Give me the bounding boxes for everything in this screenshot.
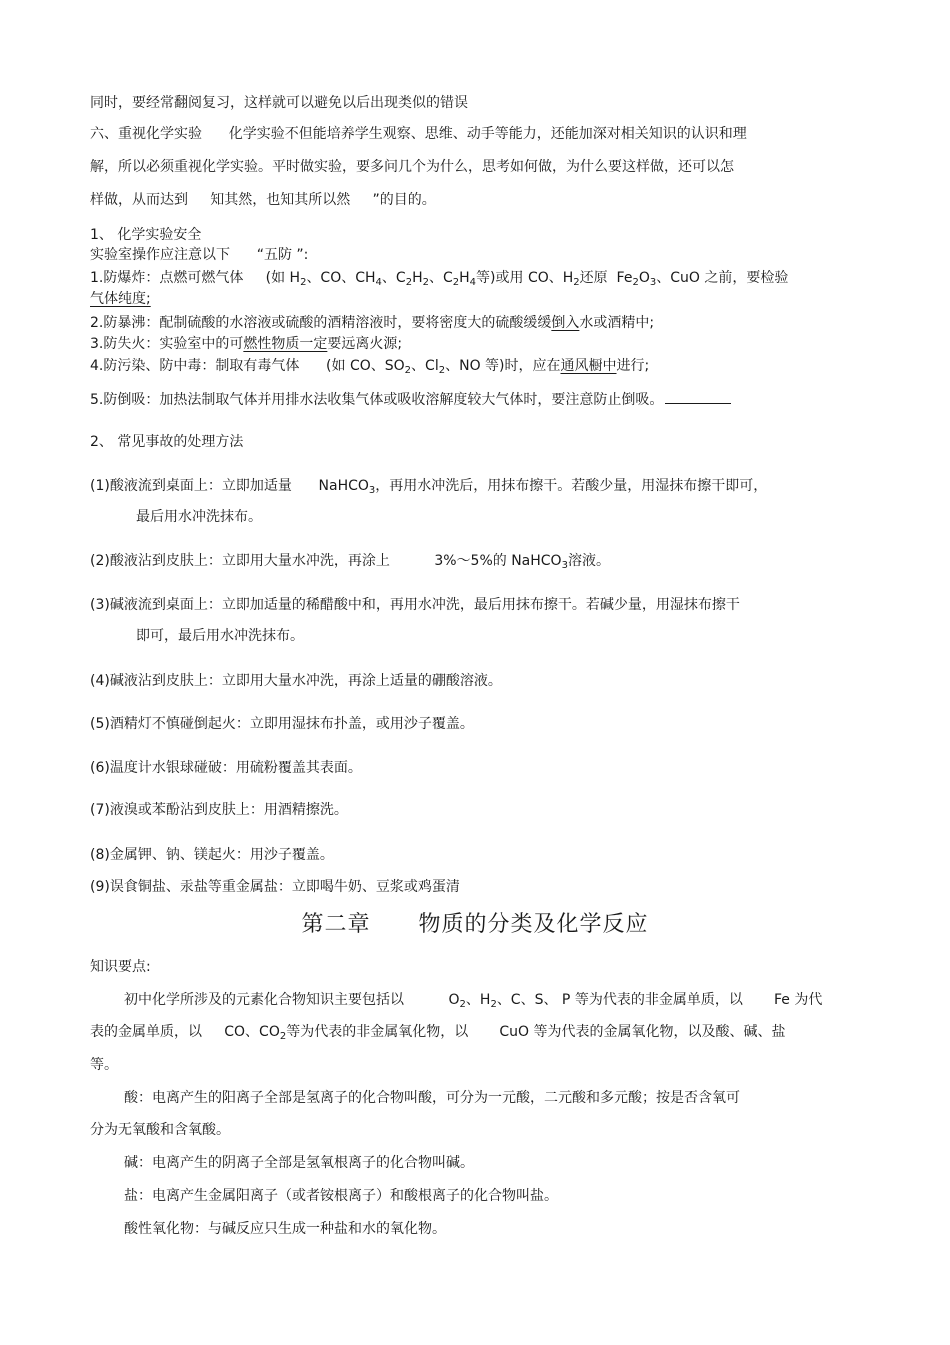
base-definition: 碱：电离产生的阴离子全部是氢氧根离子的化合物叫碱。 bbox=[124, 1155, 474, 1171]
rule-item-2: 2.防暴沸：配制硫酸的水溶液或硫酸的酒精溶液时，要将密度大的硫酸缓缓倒入水或酒精中; bbox=[90, 315, 655, 331]
chapter-title: 第二章 物质的分类及化学反应 bbox=[301, 912, 649, 937]
knowledge-points-label: 知识要点: bbox=[90, 959, 151, 975]
intro-line-4: 样做，从而达到 知其然，也知其所以然 ”的目的。 bbox=[90, 192, 436, 208]
rule-item-1-continued: 气体纯度; bbox=[90, 291, 151, 307]
section2-heading: 2、 常见事故的处理方法 bbox=[90, 434, 244, 450]
accident-item-1: (1)酸液流到桌面上：立即加适量 NaHCO$_3$，再用水冲洗后，用抹布擦干。若酸少量，用湿抹布擦干即可， bbox=[90, 478, 768, 496]
intro-line-3: 解，所以必须重视化学实验。平时做实验，要多问几个为什么，思考如何做，为什么要这样做，还可以怎 bbox=[90, 159, 734, 175]
intro-line-1: 同时，要经常翻阅复习，这样就可以避免以后出现类似的错误 bbox=[90, 95, 468, 111]
accident-item-6: (6)温度计水银球碰破：用硫粉覆盖其表面。 bbox=[90, 760, 362, 776]
accident-item-4: (4)碱液沾到皮肤上：立即用大量水冲洗，再涂上适量的硼酸溶液。 bbox=[90, 673, 502, 689]
rule-item-1: 1.防爆炸：点燃可燃气体 (如 $H_2$、CO、$CH_4$、$C_2H_2$、$C_2H_4$等)或用 CO、$H_2$还原 $Fe_2O_3$、CuO 之前，要检验 bbox=[90, 270, 789, 288]
salt-definition: 盐：电离产生金属阳离子（或者铵根离子）和酸根离子的化合物叫盐。 bbox=[124, 1188, 558, 1204]
accident-item-3: (3)碱液流到桌面上：立即加适量的稀醋酸中和，再用水冲洗，最后用抹布擦干。若碱少量，用湿抹布擦干 bbox=[90, 597, 740, 613]
accident-item-8: (8)金属钾、钠、镁起火：用沙子覆盖。 bbox=[90, 847, 334, 863]
intro-line-2: 六、重视化学实验 化学实验不但能培养学生观察、思维、动手等能力，还能加深对相关知识的认识和理 bbox=[90, 126, 747, 142]
accident-item-3-continued: 即可，最后用水冲洗抹布。 bbox=[136, 628, 304, 644]
rule-item-5: 5.防倒吸：加热法制取气体并用排水法收集气体或吸收溶解度较大气体时，要注意防止倒吸。 bbox=[90, 389, 731, 410]
accident-item-5: (5)酒精灯不慎碰倒起火：立即用湿抹布扑盖，或用沙子覆盖。 bbox=[90, 716, 474, 732]
rule-item-3: 3.防失火：实验室中的可燃性物质一定要远离火源; bbox=[90, 336, 403, 352]
chapter-para-1-line-3: 等。 bbox=[90, 1057, 118, 1073]
accident-item-9: (9)误食铜盐、汞盐等重金属盐：立即喝牛奶、豆浆或鸡蛋清 bbox=[90, 879, 460, 895]
rule-item-4: 4.防污染、防中毒：制取有毒气体 (如 CO、$SO_2$、$Cl_2$、NO 等)时，应在通风橱中进行; bbox=[90, 358, 650, 376]
chapter-para-1: 初中化学所涉及的元素化合物知识主要包括以 $O_2$、$H_2$、C、S、 P 等为代表的非金属单质，以 Fe 为代 bbox=[124, 992, 823, 1010]
fill-blank bbox=[665, 389, 731, 404]
accident-item-7: (7)液溴或苯酚沾到皮肤上：用酒精擦洗。 bbox=[90, 802, 348, 818]
accident-item-1-continued: 最后用水冲洗抹布。 bbox=[136, 509, 262, 525]
accident-item-2: (2)酸液沾到皮肤上：立即用大量水冲洗，再涂上 3%～5%的 NaHCO$_3$溶液。 bbox=[90, 553, 610, 571]
section1-heading: 1、 化学实验安全 bbox=[90, 227, 202, 243]
acid-definition-continued: 分为无氧酸和含氧酸。 bbox=[90, 1122, 230, 1138]
chapter-para-1-line-2: 表的金属单质，以 CO、$CO_2$等为代表的非金属氧化物，以 CuO 等为代表的金属氧化物，以及酸、碱、盐 bbox=[90, 1024, 786, 1042]
acid-definition: 酸：电离产生的阳离子全部是氢离子的化合物叫酸，可分为一元酸，二元酸和多元酸；按是否含氧可 bbox=[124, 1090, 740, 1106]
acidic-oxide-definition: 酸性氧化物：与碱反应只生成一种盐和水的氧化物。 bbox=[124, 1221, 446, 1237]
section1-subheading: 实验室操作应注意以下 “五防 ”: bbox=[90, 247, 309, 263]
